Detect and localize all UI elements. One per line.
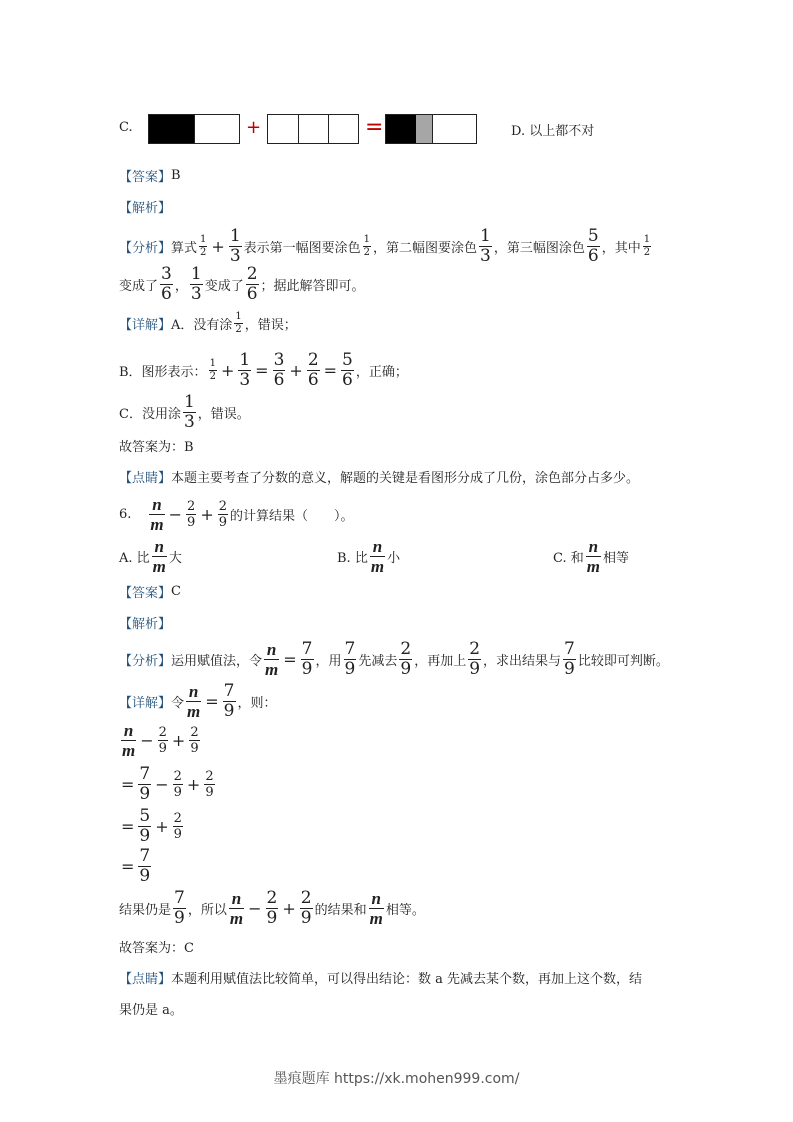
q6-result: 结果仍是 $\frac{7}{9}$ ，所以 $\frac{n}{m}$ − $\frac{2}{9}$ + $\frac{2}{9}$ 的结果和 $\frac{n}{m}$ 相等。 [119,888,425,928]
q6-fenxi: 【分析】 运用赋值法，令 $\frac{n}{m}$ = $\frac{7}{9}$ ，用 $\frac{7}{9}$ 先减去 $\frac{2}{9}$ ，再加上 $\frac{2}{9}$ ，求出结果与 $\frac{7}{9}$ 比较即可判断。 [119,639,669,679]
fraction-3-6: $\frac{3}{6}$ [273,350,285,390]
q5-answer [119,166,181,185]
q6-step-1: $\frac{n}{m}$ − $\frac{2}{9}$ + $\frac{2}{9}$ [122,721,199,760]
fraction-1-2: $\frac{1}{2}$ [643,234,651,258]
blank-cell [328,115,358,143]
fraction-n-m: $\frac{n}{m}$ [150,495,164,534]
q5-analysis-heading: 【解析】 [119,201,172,216]
fraction-1-3: $\frac{1}{3}$ [190,264,202,304]
blank-cell [268,115,298,143]
shaded-cell [149,115,194,143]
fraction-7-9: $\frac{7}{9}$ [223,681,235,721]
blank-cell [194,115,239,143]
q6-step-4: = $\frac{7}{9}$ [121,846,151,886]
figure-half-bar [148,114,240,144]
q6-stem: 6. $\frac{n}{m}$ − $\frac{2}{9}$ + $\frac{2}{9}$ 的计算结果（ ）。 [119,495,354,534]
q5-dianjing: 【点睛】 本题主要考查了分数的意义，解题的关键是看图形分成了几份，涂色部分占多少。 [119,471,640,486]
fraction-2-6: $\frac{2}{6}$ [246,264,258,304]
fraction-1-2: $\frac{1}{2}$ [363,234,371,258]
answer-value: B [171,168,181,183]
fraction-5-6: $\frac{5}{6}$ [342,350,353,390]
fraction-2-9: $\frac{2}{9}$ [469,639,481,679]
fraction-n-m: $\frac{n}{m}$ [370,537,385,576]
q6-detail: 【详解】 令 $\frac{n}{m}$ = $\frac{7}{9}$ ，则： [119,681,277,721]
q5-detail-a: 【详解】 A．没有涂 $\frac{1}{2}$ ，错误； [119,311,297,335]
fraction-7-9: $\frac{7}{9}$ [301,639,313,679]
fraction-7-9: $\frac{7}{9}$ [344,639,356,679]
shaded-cell [386,115,416,143]
q5-fenxi-line1: 【分析】 算式 $\frac{1}{2}$ + $\frac{1}{3}$ 表示第一幅图要涂色 $\frac{1}{2}$ ，第二幅图要涂色 $\frac{1}{3}$ ，第三幅图涂色 $\frac{5}{6}$ ，其中 $\frac{1}{2}$ [119,226,651,266]
fraction-2-6: $\frac{2}{6}$ [307,350,319,390]
page-footer: 墨痕题库 https://xk.mohen999.com/ [273,1071,520,1087]
fraction-n-m: $\frac{n}{m}$ [265,640,279,679]
fraction-n-m: $\frac{n}{m}$ [187,682,201,721]
fraction-3-6: $\frac{3}{6}$ [161,264,172,304]
figure-sixth-bar [385,114,477,144]
blank-cell [432,115,476,143]
fraction-2-9: $\frac{2}{9}$ [218,499,228,530]
q6-dianjing-2: 果仍是 a。 [119,1003,183,1018]
fraction-1-2: $\frac{1}{2}$ [235,311,242,335]
fraction-2-9: $\frac{2}{9}$ [187,499,196,530]
fraction-n-m: $\frac{n}{m}$ [586,537,600,576]
equals-sign: = [365,115,384,140]
plus-sign: + [246,117,262,138]
fraction-1-3: $\frac{1}{3}$ [239,350,251,390]
fraction-1-3: $\frac{1}{3}$ [229,226,241,266]
fraction-1-2: $\frac{1}{2}$ [200,234,207,258]
fraction-5-6: $\frac{5}{6}$ [587,226,599,266]
q6-conclusion: 故答案为：C [119,941,194,956]
fraction-7-9: $\frac{7}{9}$ [564,639,575,679]
q6-step-3: = $\frac{5}{9}$ + $\frac{2}{9}$ [121,806,182,846]
q6-step-2: = $\frac{7}{9}$ − $\frac{2}{9}$ + $\frac{2}{9}$ [121,764,214,804]
fraction-1-2: $\frac{1}{2}$ [209,358,216,382]
option-c-label: C. [119,120,133,135]
q6-analysis-heading: 【解析】 [119,617,172,632]
fraction-n-m: $\frac{n}{m}$ [152,537,166,576]
q6-option-c: C. 和 $\frac{n}{m}$ 相等 [553,537,629,576]
answer-tag: 【答案】 [119,170,172,185]
option-d: D. 以上都不对 [511,124,595,139]
q6-option-b: B. 比 $\frac{n}{m}$ 小 [337,537,401,576]
q5-fenxi-line2: 变成了 $\frac{3}{6}$ ， $\frac{1}{3}$ 变成了 $\frac{2}{6}$ ；据此解答即可。 [119,264,365,304]
q6-answer: 【答案】 C [119,584,181,601]
fraction-2-9: $\frac{2}{9}$ [400,639,412,679]
blank-cell [298,115,328,143]
q6-option-a: A. 比 $\frac{n}{m}$ 大 [119,537,182,576]
q6-dianjing-1: 【点睛】 本题利用赋值法比较简单，可以得出结论：数 a 先减去某个数，再加上这个数，结 [119,972,643,987]
fraction-1-3: $\frac{1}{3}$ [183,392,195,432]
q5-conclusion: 故答案为：B [119,440,194,455]
gray-cell [416,115,432,143]
q5-detail-b: B．图形表示： $\frac{1}{2}$ + $\frac{1}{3}$ = $\frac{3}{6}$ + $\frac{2}{6}$ = $\frac{5}{6}$ ，正确； [119,350,408,390]
figure-third-bar [267,114,359,144]
fraction-1-3: $\frac{1}{3}$ [480,226,491,266]
q5-detail-c: C．没用涂 $\frac{1}{3}$ ，错误。 [119,392,250,432]
